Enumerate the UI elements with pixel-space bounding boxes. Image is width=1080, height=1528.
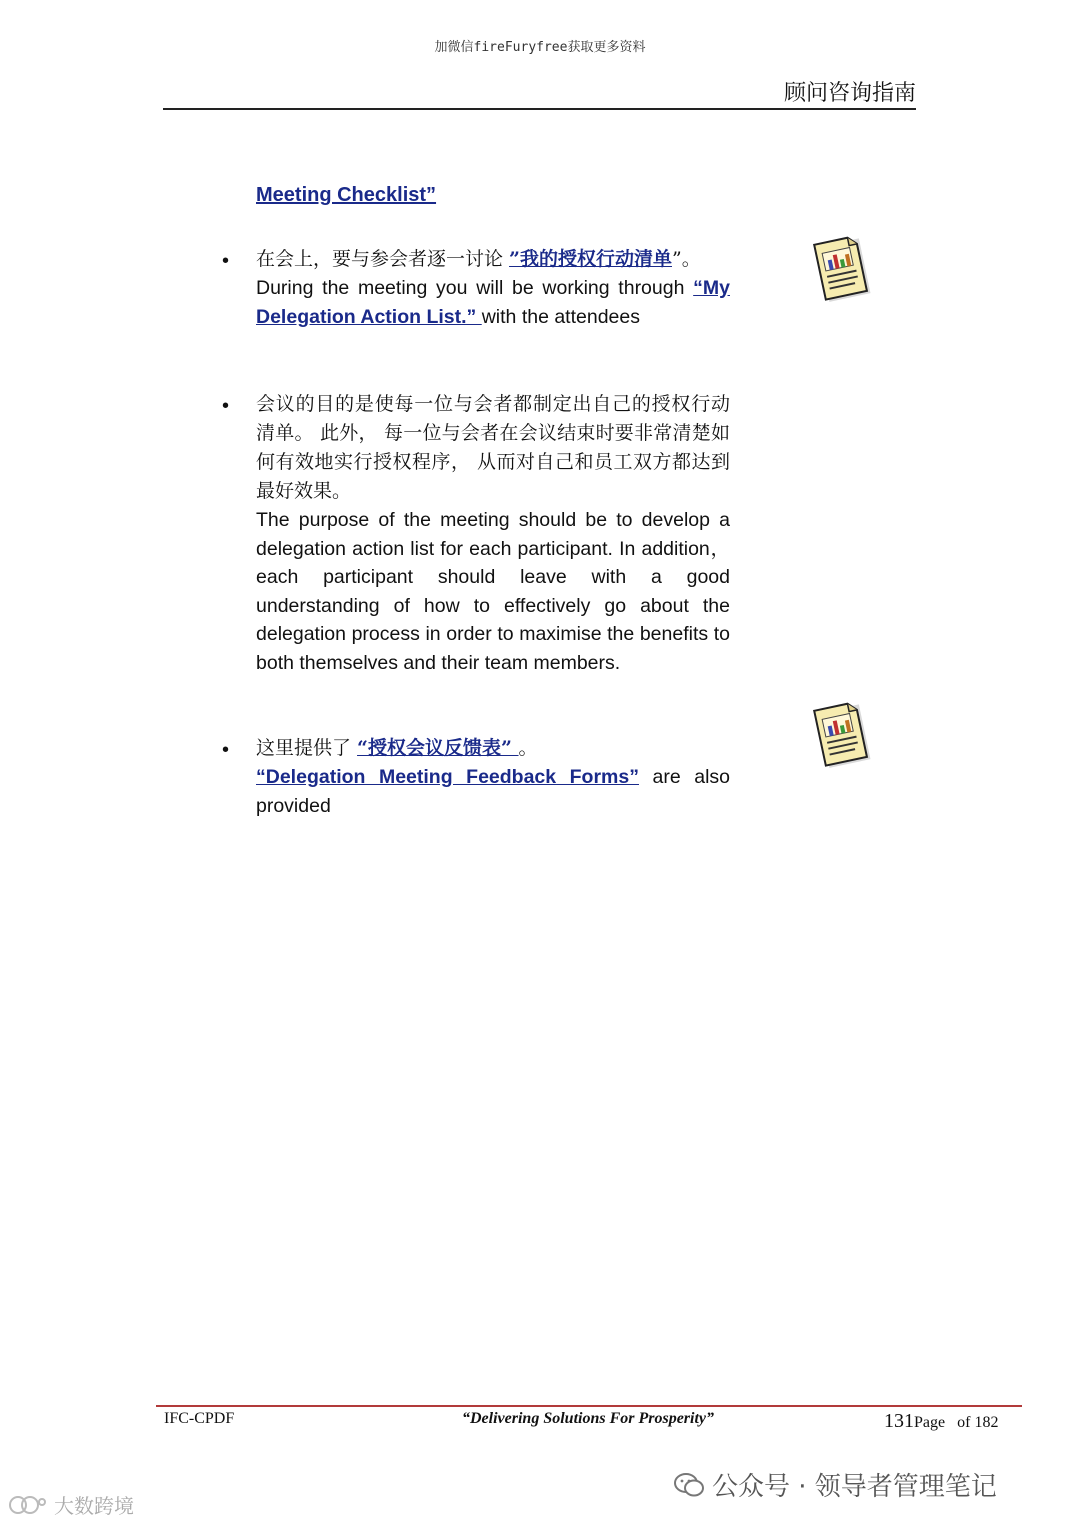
footer-org: IFC-CPDF <box>164 1410 235 1427</box>
bullet-1-en <box>256 274 730 331</box>
brand-watermark <box>8 1490 134 1519</box>
section-heading-container <box>256 184 730 207</box>
bullet-item-2 <box>222 390 730 677</box>
bullet-1-en-prefix: During the meeting you will be working through <box>256 277 694 299</box>
page-label: Page <box>914 1414 946 1431</box>
bullet-dot: • <box>222 250 230 272</box>
bullet-3-zh-suffix: 。 <box>518 737 538 759</box>
bullet-3-zh <box>256 734 730 763</box>
wechat-account-label: 公众号 · 领导者管理笔记 <box>712 1472 997 1502</box>
footer-pagination <box>884 1410 998 1433</box>
document-chart-icon[interactable] <box>806 700 874 772</box>
bullet-2-en: The purpose of the meeting should be to develop a delegation action list for each participant. In addition， each participant should leave with a good understanding of how to effectively go about the delegation process in order to maximise the benefits to both themselves and their team members. <box>256 509 730 674</box>
header-divider <box>163 108 916 110</box>
brand-watermark-label: 大数跨境 <box>54 1494 134 1518</box>
action-list-en-link[interactable]: “My Delegation Action List.” <box>256 277 730 328</box>
bullet-1-zh-suffix: ”。 <box>671 248 701 270</box>
bullet-3-en-suffix: are also provided <box>256 766 730 817</box>
action-list-zh-link[interactable]: ”我的授权行动清单 <box>509 248 672 270</box>
bullet-item-1 <box>222 245 730 331</box>
bullet-dot: • <box>222 395 230 417</box>
bullet-1-en-suffix: with the attendees <box>481 305 640 328</box>
bullet-2-zh: 会议的目的是使每一位与会者都制定出自己的授权行动清单。 此外， 每一位与会者在会议结束时要非常清楚如何有效地实行授权程序， 从而对自己和员工双方都达到最好效果。 <box>256 393 730 502</box>
footer-slogan: “Delivering Solutions For Prosperity” <box>462 1410 715 1427</box>
header-title: 顾问咨询指南 <box>783 81 916 106</box>
bullet-3-en <box>256 763 730 820</box>
feedback-form-zh-link[interactable]: “授权会议反馈表” <box>357 737 519 759</box>
meeting-checklist-link[interactable]: Meeting Checklist” <box>256 184 437 206</box>
bullet-1-zh-prefix: 在会上，要与参会者逐一讨论 <box>256 248 510 270</box>
footer-divider <box>156 1405 1022 1407</box>
bullet-item-3 <box>222 734 730 820</box>
bullet-1-zh <box>256 245 730 274</box>
page-number: 131 <box>884 1410 914 1432</box>
bullet-dot: • <box>222 739 230 761</box>
wechat-icon <box>674 1472 704 1498</box>
brand-logo-icon <box>8 1494 48 1516</box>
wechat-watermark <box>674 1466 997 1503</box>
bullet-3-zh-prefix: 这里提供了 <box>256 737 358 759</box>
top-watermark: 加微信fireFuryfree获取更多资料 <box>434 40 646 55</box>
page-total: of 182 <box>957 1414 999 1431</box>
feedback-form-en-link[interactable]: “Delegation Meeting Feedback Forms” <box>256 766 639 788</box>
document-chart-icon[interactable] <box>806 234 874 306</box>
